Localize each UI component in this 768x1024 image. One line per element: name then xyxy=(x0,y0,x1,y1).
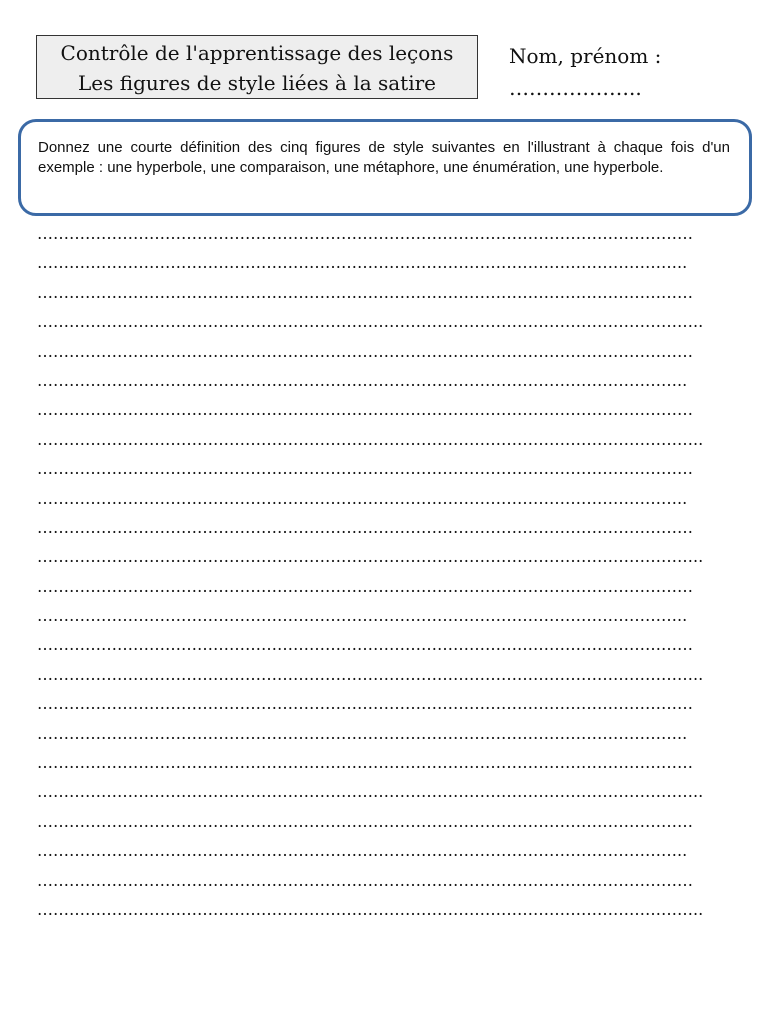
answer-line[interactable]: …………………………………………………………………………………………………………… xyxy=(37,753,693,773)
answer-line[interactable]: …………………………………………………………………………………………………………….. xyxy=(37,899,704,919)
answer-line[interactable]: …………………………………………………………………………………………………………… xyxy=(37,459,693,479)
answer-line[interactable]: …………………………………………………………………………………………………………… xyxy=(37,870,693,890)
answer-line[interactable]: ………………………………………………………………………………………………………….. xyxy=(37,253,688,273)
answer-line[interactable]: …………………………………………………………………………………………………………… xyxy=(37,576,693,596)
answer-lines xyxy=(37,219,737,924)
answer-line[interactable]: ………………………………………………………………………………………………………….. xyxy=(37,370,688,390)
answer-line[interactable]: …………………………………………………………………………………………………………….. xyxy=(37,782,704,802)
answer-line[interactable]: ………………………………………………………………………………………………………….. xyxy=(37,488,688,508)
answer-line[interactable]: …………………………………………………………………………………………………………….. xyxy=(37,429,704,449)
answer-line[interactable]: …………………………………………………………………………………………………………… xyxy=(37,282,693,302)
answer-line[interactable]: …………………………………………………………………………………………………………….. xyxy=(37,664,704,684)
name-block xyxy=(509,40,661,104)
answer-line[interactable]: ………………………………………………………………………………………………………….. xyxy=(37,841,688,861)
answer-line[interactable]: ………………………………………………………………………………………………………….. xyxy=(37,723,688,743)
answer-line[interactable]: …………………………………………………………………………………………………………… xyxy=(37,224,693,243)
answer-line[interactable]: …………………………………………………………………………………………………………….. xyxy=(37,547,704,567)
answer-line[interactable]: …………………………………………………………………………………………………………… xyxy=(37,517,693,537)
answer-line[interactable]: …………………………………………………………………………………………………………… xyxy=(37,811,693,831)
answer-line[interactable]: …………………………………………………………………………………………………………… xyxy=(37,635,693,655)
answer-line[interactable]: ………………………………………………………………………………………………………….. xyxy=(37,606,688,626)
answer-line[interactable]: …………………………………………………………………………………………………………… xyxy=(37,694,693,714)
title-line-1: Contrôle de l'apprentissage des leçons xyxy=(60,41,454,65)
instruction-text: Donnez une courte définition des cinq figures de style suivantes en l'illustrant à chaque fois d'un exemple : une hyperbole, une comparaison, une métaphore, une énumération, une hyperbole. xyxy=(38,139,730,176)
answer-line[interactable]: …………………………………………………………………………………………………………… xyxy=(37,341,693,361)
answer-line[interactable]: …………………………………………………………………………………………………………….. xyxy=(37,312,704,332)
title-box xyxy=(36,35,478,99)
instruction-box xyxy=(18,119,752,216)
name-blank[interactable]: ……………….. xyxy=(509,76,642,100)
answer-line[interactable]: …………………………………………………………………………………………………………… xyxy=(37,400,693,420)
title-line-2: Les figures de style liées à la satire xyxy=(77,71,437,95)
name-label: Nom, prénom : xyxy=(509,44,662,68)
